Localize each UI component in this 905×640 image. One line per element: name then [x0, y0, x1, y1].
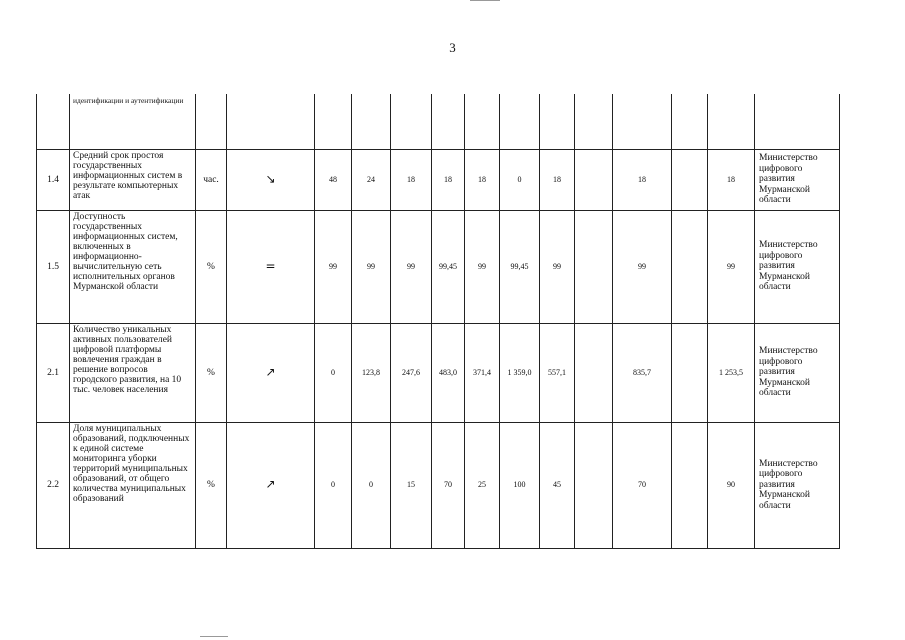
- responsible-cell: Министерство цифрового развития Мурманской области: [755, 210, 840, 323]
- indicator-name: идентификации и аутентификации: [70, 94, 196, 149]
- value-cell: 18: [391, 149, 432, 210]
- responsible-cell: Министерство цифрового развития Мурманской области: [755, 149, 840, 210]
- value-cell: 247,6: [391, 323, 432, 422]
- value-cell: 99: [315, 210, 352, 323]
- value-cell: [575, 149, 613, 210]
- value-cell: 18: [613, 149, 672, 210]
- value-cell: [672, 422, 708, 548]
- unit-cell: %: [196, 422, 227, 548]
- indicator-name: Количество уникальных активных пользователей цифровой платформы вовлечения граждан в решение вопросов городского развития, на 10 тыс. человек населения: [70, 323, 196, 422]
- value-cell: [575, 94, 613, 149]
- value-cell: 99: [465, 210, 500, 323]
- page-number: 3: [449, 40, 456, 55]
- row-number: 2.2: [37, 422, 70, 548]
- value-cell: 1 253,5: [708, 323, 755, 422]
- unit-cell: час.: [196, 149, 227, 210]
- indicator-name: Средний срок простоя государственных информационных систем в результате компьютерных атак: [70, 149, 196, 210]
- value-cell: 18: [432, 149, 465, 210]
- value-cell: 371,4: [465, 323, 500, 422]
- responsible-cell: Министерство цифрового развития Мурманской области: [755, 422, 840, 548]
- arrow-up-right-icon: ↗: [265, 364, 276, 379]
- value-cell: [391, 94, 432, 149]
- value-cell: [708, 94, 755, 149]
- unit-cell: [196, 94, 227, 149]
- value-cell: 99: [613, 210, 672, 323]
- value-cell: [575, 210, 613, 323]
- arrow-down-right-icon: ↘: [265, 171, 276, 186]
- value-cell: 0: [315, 323, 352, 422]
- table-row: [37, 210, 840, 323]
- value-cell: 45: [540, 422, 575, 548]
- table-row: [37, 94, 840, 149]
- indicator-name: Доля муниципальных образований, подключенных к единой системе мониторинга уборки территорий муниципальных образований, от общего количества муниципальных образований: [70, 422, 196, 548]
- dynamic-cell: [227, 422, 315, 548]
- table-row: [37, 323, 840, 422]
- value-cell: 18: [540, 149, 575, 210]
- row-number: 1.5: [37, 210, 70, 323]
- value-cell: [540, 94, 575, 149]
- value-cell: 0: [500, 149, 540, 210]
- value-cell: 0: [352, 422, 391, 548]
- value-cell: 18: [465, 149, 500, 210]
- value-cell: [672, 94, 708, 149]
- value-cell: 48: [315, 149, 352, 210]
- value-cell: 15: [391, 422, 432, 548]
- value-cell: 123,8: [352, 323, 391, 422]
- value-cell: 70: [613, 422, 672, 548]
- value-cell: 99,45: [500, 210, 540, 323]
- dynamic-cell: [227, 323, 315, 422]
- value-cell: 90: [708, 422, 755, 548]
- top-edge-mark: [470, 0, 500, 1]
- value-cell: [432, 94, 465, 149]
- responsible-cell: Министерство цифрового развития Мурманской области: [755, 323, 840, 422]
- value-cell: [672, 323, 708, 422]
- value-cell: [352, 94, 391, 149]
- value-cell: 25: [465, 422, 500, 548]
- value-cell: 99: [708, 210, 755, 323]
- value-cell: [672, 149, 708, 210]
- value-cell: 557,1: [540, 323, 575, 422]
- indicators-table: [36, 94, 840, 549]
- row-number: 2.1: [37, 323, 70, 422]
- table-row: [37, 149, 840, 210]
- value-cell: 100: [500, 422, 540, 548]
- unit-cell: %: [196, 323, 227, 422]
- value-cell: 70: [432, 422, 465, 548]
- value-cell: [575, 422, 613, 548]
- value-cell: 1 359,0: [500, 323, 540, 422]
- table-row: [37, 422, 840, 548]
- responsible-cell: [755, 94, 840, 149]
- value-cell: [315, 94, 352, 149]
- value-cell: [672, 210, 708, 323]
- value-cell: [575, 323, 613, 422]
- value-cell: 99: [540, 210, 575, 323]
- bottom-edge-mark: [200, 636, 228, 637]
- dynamic-cell: [227, 94, 315, 149]
- equals-icon: =: [265, 258, 276, 273]
- value-cell: [465, 94, 500, 149]
- unit-cell: %: [196, 210, 227, 323]
- value-cell: 18: [708, 149, 755, 210]
- indicator-name: Доступность государственных информационных систем, включенных в информационно-вычислительную сеть исполнительных органов Мурманской области: [70, 210, 196, 323]
- value-cell: 0: [315, 422, 352, 548]
- value-cell: 99: [352, 210, 391, 323]
- value-cell: 835,7: [613, 323, 672, 422]
- value-cell: 483,0: [432, 323, 465, 422]
- value-cell: [613, 94, 672, 149]
- value-cell: 24: [352, 149, 391, 210]
- dynamic-cell: [227, 149, 315, 210]
- row-number: 1.4: [37, 149, 70, 210]
- arrow-up-right-icon: ↗: [265, 477, 276, 491]
- value-cell: 99,45: [432, 210, 465, 323]
- value-cell: [500, 94, 540, 149]
- dynamic-cell: [227, 210, 315, 323]
- value-cell: 99: [391, 210, 432, 323]
- row-number: [37, 94, 70, 149]
